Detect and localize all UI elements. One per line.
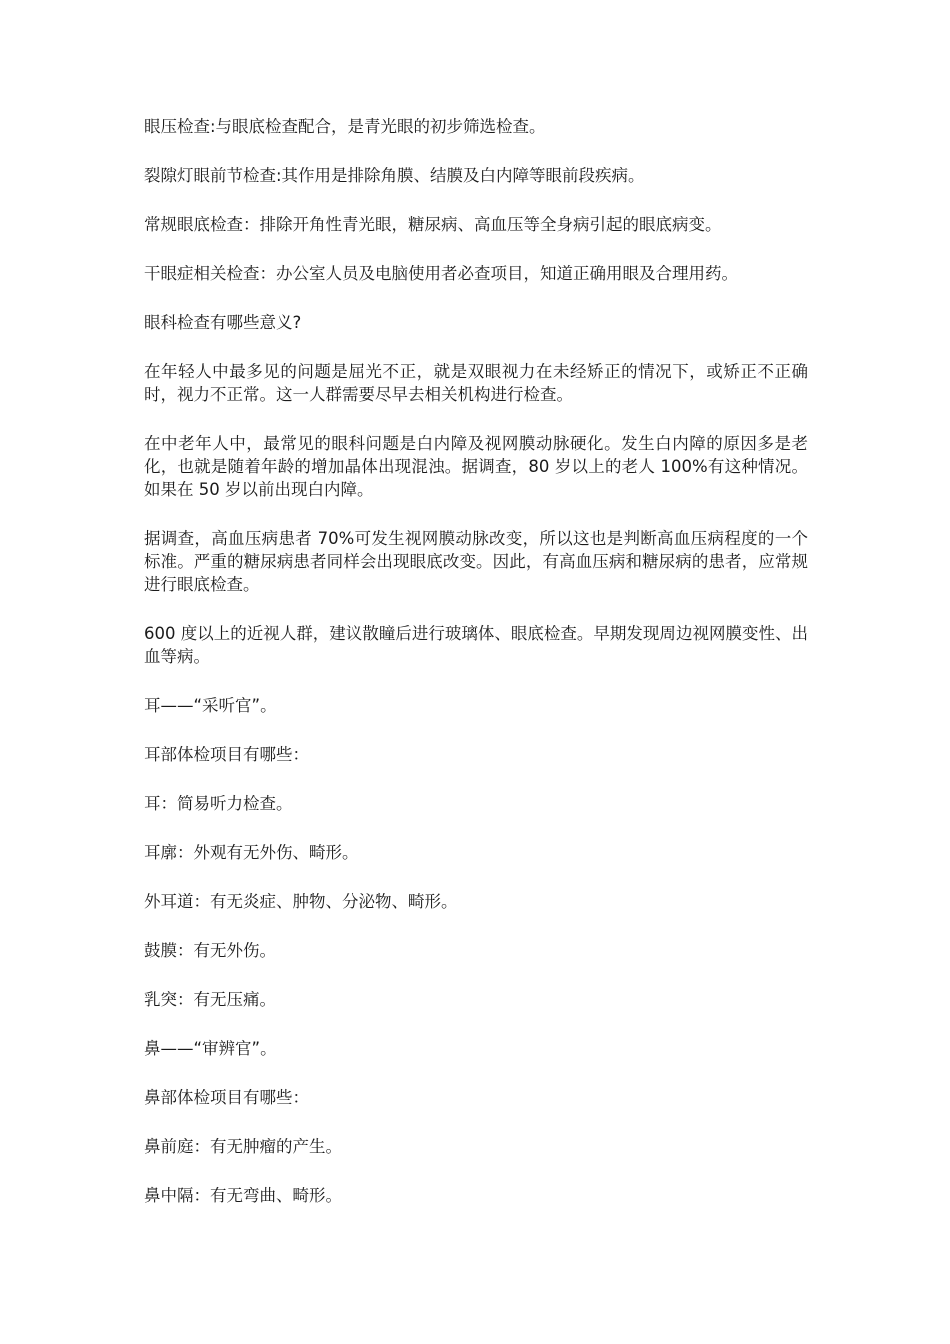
paragraph-hypertension-retina: 据调查，高血压病患者 70%可发生视网膜动脉改变，所以这也是判断高血压病程度的一个标准。严重的糖尿病患者同样会出现眼底改变。因此，有高血压病和糖尿病的患者，应常规进行眼底检查。 xyxy=(144,529,808,594)
paragraph-nasal-septum: 鼻中隔：有无弯曲、畸形。 xyxy=(144,1186,342,1205)
paragraph-young-refraction: 在年轻人中最多见的问题是屈光不正，就是双眼视力在未经矫正的情况下，或矫正不正确时，视力不正常。这一人群需要尽早去相关机构进行检查。 xyxy=(144,362,808,404)
paragraph-iop-exam: 眼压检查:与眼底检查配合，是青光眼的初步筛选检查。 xyxy=(144,117,546,136)
paragraph-ear-heading: 耳——“采听官”。 xyxy=(144,696,277,715)
paragraph-elderly-cataract: 在中老年人中，最常见的眼科问题是白内障及视网膜动脉硬化。发生白内障的原因多是老化，也就是随着年龄的增加晶体出现混浊。据调查，80 岁以上的老人 100%有这种情况。如果在 50 岁以前出现白内障。 xyxy=(144,434,808,499)
paragraph-eardrum: 鼓膜：有无外伤。 xyxy=(144,941,276,960)
paragraph-ear-items-heading: 耳部体检项目有哪些： xyxy=(144,745,309,764)
paragraph-mastoid: 乳突：有无压痛。 xyxy=(144,990,276,1009)
paragraph-nose-items-heading: 鼻部体检项目有哪些： xyxy=(144,1088,309,1107)
paragraph-ear-hearing: 耳：简易听力检查。 xyxy=(144,794,293,813)
paragraph-auricle: 耳廓：外观有无外伤、畸形。 xyxy=(144,843,359,862)
paragraph-eye-exam-meaning-heading: 眼科检查有哪些意义? xyxy=(144,313,302,332)
paragraph-slit-lamp-exam: 裂隙灯眼前节检查:其作用是排除角膜、结膜及白内障等眼前段疾病。 xyxy=(144,166,645,185)
paragraph-nasal-vestibule: 鼻前庭：有无肿瘤的产生。 xyxy=(144,1137,342,1156)
paragraph-nose-heading: 鼻——“审辨官”。 xyxy=(144,1039,277,1058)
paragraph-high-myopia: 600 度以上的近视人群，建议散瞳后进行玻璃体、眼底检查。早期发现周边视网膜变性、出血等病。 xyxy=(144,624,808,666)
paragraph-fundus-exam: 常规眼底检查：排除开角性青光眼，糖尿病、高血压等全身病引起的眼底病变。 xyxy=(144,215,722,234)
paragraph-dry-eye-exam: 干眼症相关检查：办公室人员及电脑使用者必查项目，知道正确用眼及合理用药。 xyxy=(144,264,738,283)
document-body xyxy=(144,115,808,1233)
paragraph-ear-canal: 外耳道：有无炎症、肿物、分泌物、畸形。 xyxy=(144,892,458,911)
